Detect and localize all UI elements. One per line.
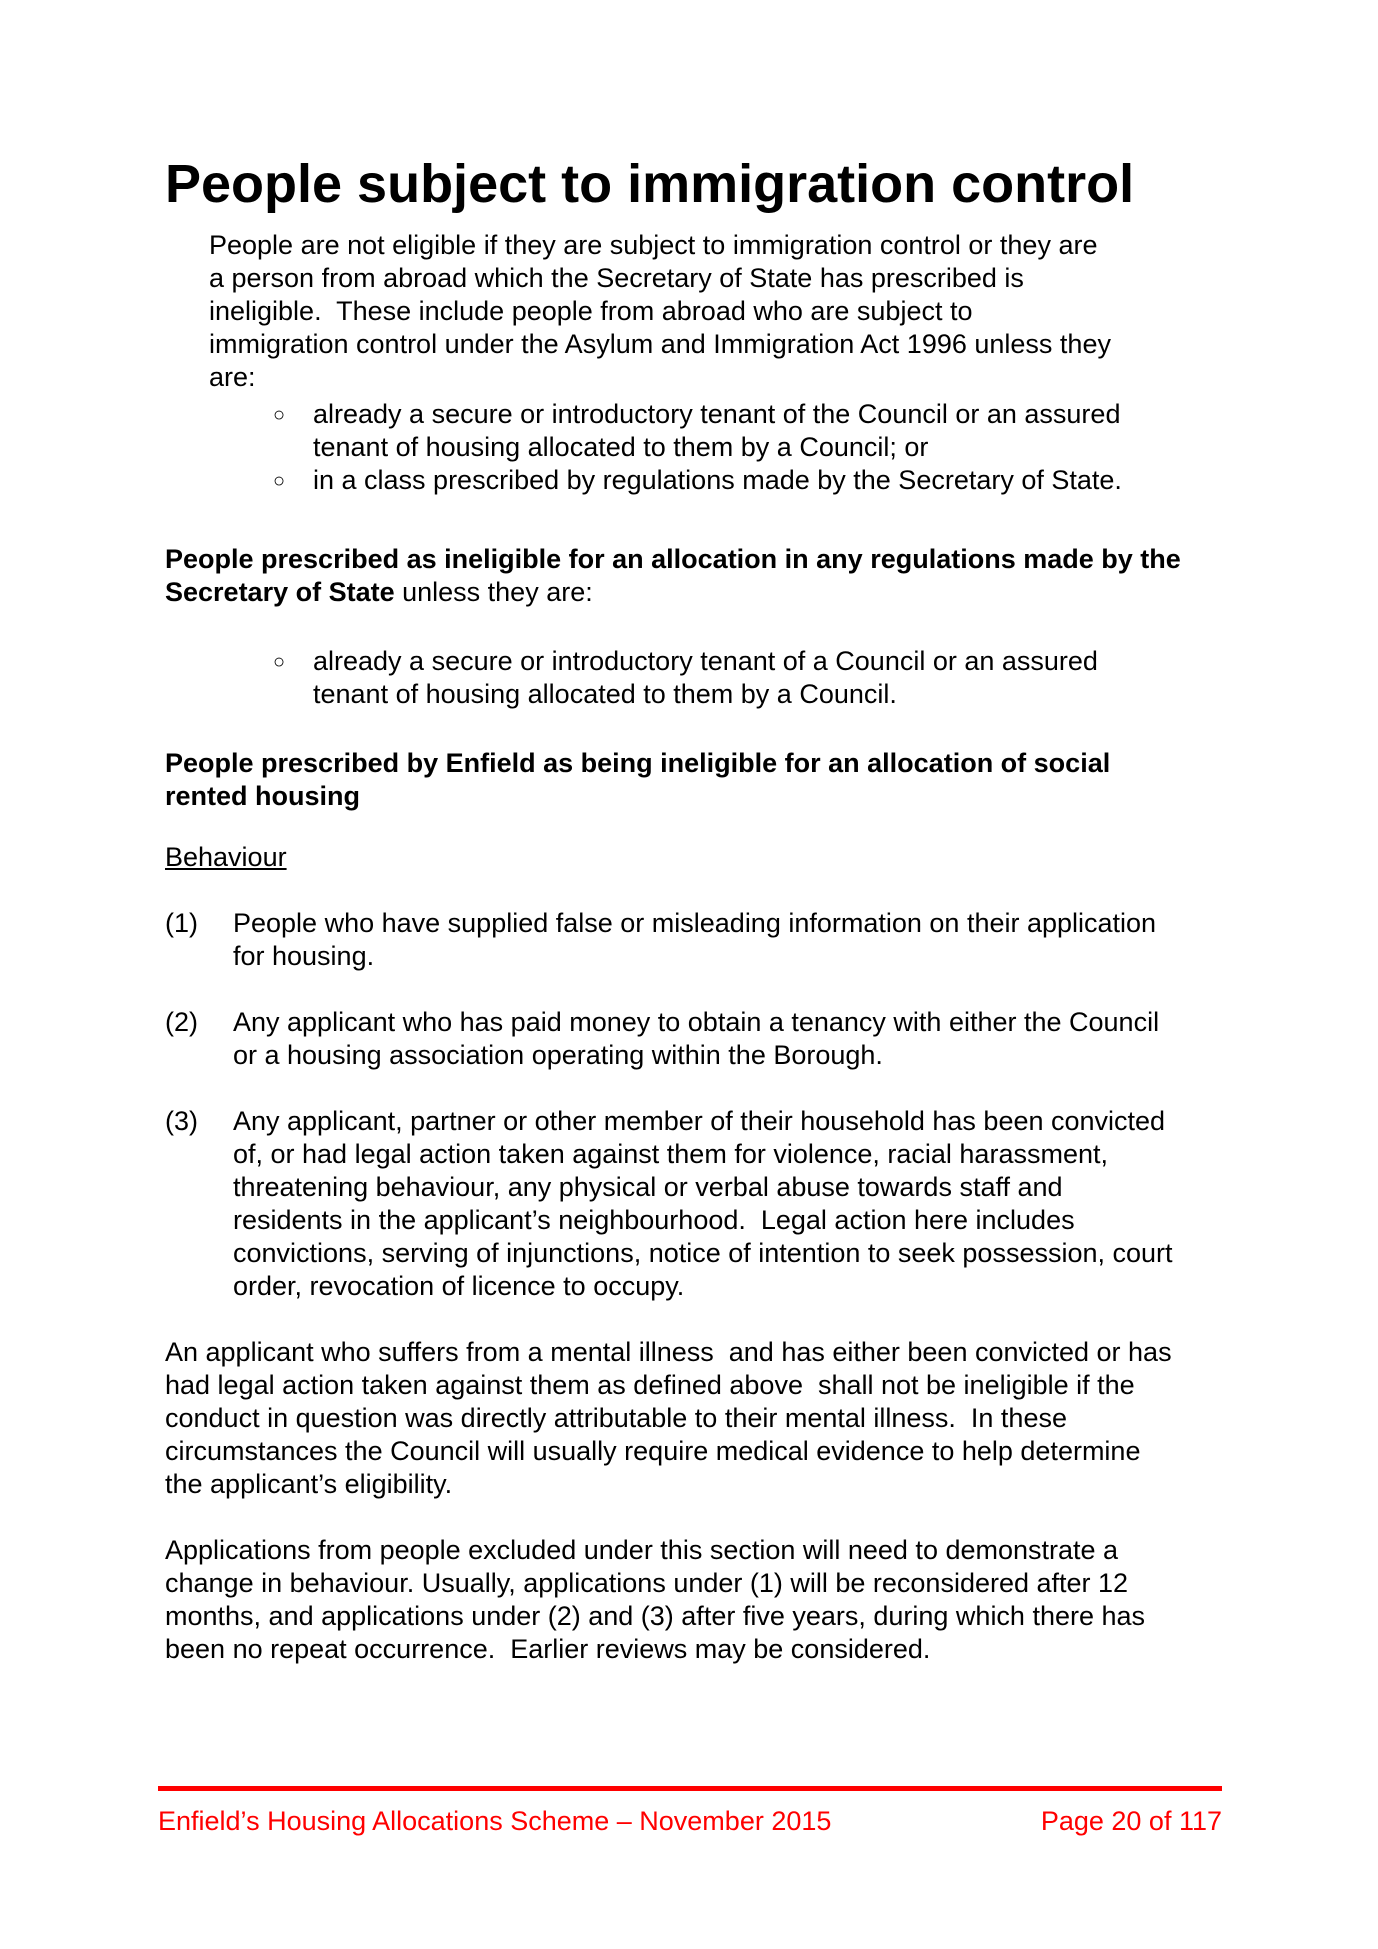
heading-immigration-control: People subject to immigration control (165, 154, 1135, 214)
numbered-item-text: Any applicant who has paid money to obtain a tenancy with either the Council or a housing association operating within the Borough. (233, 1007, 1160, 1070)
numbered-item-text: People who have supplied false or misleading information on their application for housing. (233, 908, 1157, 971)
bullet-item (273, 398, 1318, 464)
bullet-item-text: already a secure or introductory tenant of the Council or an assured tenant of housing allocated to them by a Council; or (313, 399, 1121, 462)
bullet-list-immigration (273, 398, 1318, 498)
paragraph-review: Applications from people excluded under this section will need to demonstrate a change in behaviour. Usually, applications under (1) will be reconsidered after 12 months, and applications under (2) and (3) after five years, during which there has been no repeat occurrence. Earlier reviews may be considered. (165, 1535, 1146, 1664)
numbered-item-2 (165, 1006, 1318, 1072)
footer-document-title: Enfield’s Housing Allocations Scheme – November 2015 (158, 1806, 832, 1836)
subheading-behaviour: Behaviour (165, 842, 287, 872)
bullet-item-text: in a class prescribed by regulations made by the Secretary of State. (313, 465, 1122, 495)
numbered-item-label: (2) (165, 1007, 198, 1037)
bullet-list-regulations (273, 645, 1318, 711)
numbered-item-3 (165, 1105, 1318, 1303)
heading-prescribed-regulations-bold: People prescribed as ineligible for an allocation in any regulations made by the Secretary of State (165, 544, 1181, 607)
bullet-item (273, 645, 1318, 711)
bullet-circle-icon: ○ (273, 651, 286, 673)
footer-page-number: Page 20 of 117 (1040, 1806, 1222, 1836)
heading-prescribed-regulations-rest: unless they are: (394, 577, 593, 607)
page-footer (158, 1786, 1222, 1838)
numbered-item-text: Any applicant, partner or other member of their household has been convicted of, or had legal action taken against them for violence, racial harassment, threatening behaviour, any physical or verbal abuse towards staff and residents in the applicant’s neighbourhood. Legal action here includes convictions, serving of injunctions, notice of intention to seek possession, court order, revocation of licence to occupy. (233, 1106, 1173, 1301)
paragraph-mental-illness: An applicant who suffers from a mental illness and has either been convicted or has had legal action taken against them as defined above shall not be ineligible if the conduct in question was directly attributable to their mental illness. In these circumstances the Council will usually require medical evidence to help determine the applicant’s eligibility. (165, 1337, 1172, 1499)
bullet-circle-icon: ○ (273, 404, 286, 426)
numbered-item-label: (3) (165, 1106, 198, 1136)
numbered-item-1 (165, 907, 1318, 973)
bullet-item (273, 464, 1318, 498)
bullet-item-text: already a secure or introductory tenant of a Council or an assured tenant of housing allocated to them by a Council. (313, 646, 1098, 709)
paragraph-immigration-intro: People are not eligible if they are subject to immigration control or they are a person from abroad which the Secretary of State has prescribed is ineligible. These include people from abroad who are subject to immigration control under the Asylum and Immigration Act 1996 unless they are: (209, 230, 1111, 392)
numbered-item-label: (1) (165, 908, 198, 938)
bullet-circle-icon: ○ (273, 470, 286, 492)
heading-prescribed-regulations (165, 543, 1318, 609)
heading-prescribed-enfield: People prescribed by Enfield as being ineligible for an allocation of social rented housing (165, 748, 1111, 811)
